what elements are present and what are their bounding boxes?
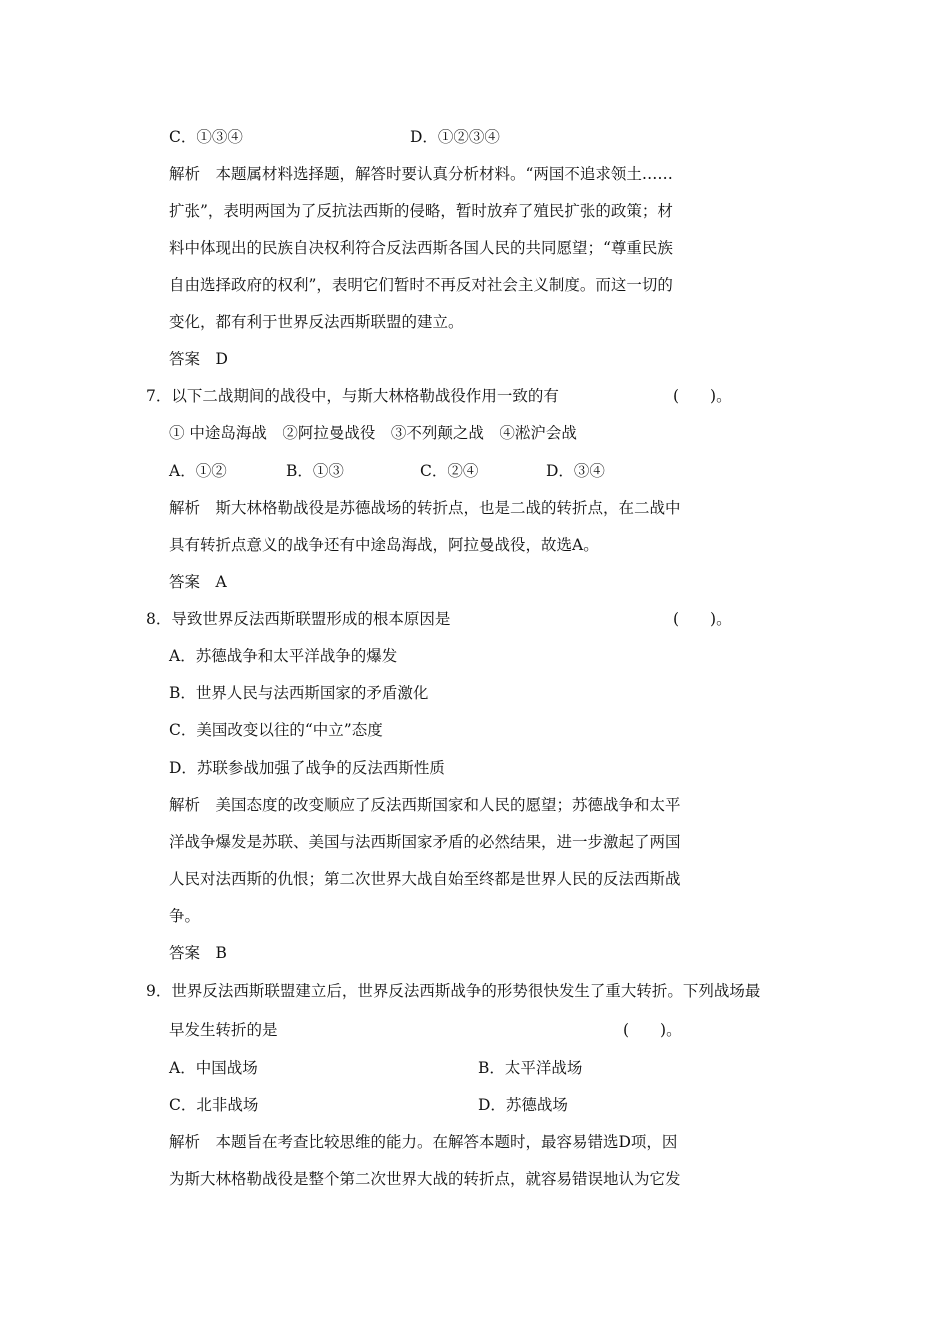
q7-analysis-line-1: 解析 斯大林格勒战役是苏德战场的转折点，也是二战的转折点，在二战中: [169, 499, 681, 517]
q8-stem: 8．导致世界反法西斯联盟形成的根本原因是: [146, 610, 451, 628]
q6-option-d: D．①②③④: [410, 128, 500, 146]
q8-analysis-line-1: 解析 美国态度的改变顺应了反法西斯国家和人民的愿望；苏德战争和太平: [169, 796, 681, 814]
q7-option-c: C．②④: [420, 462, 479, 480]
q7-items: ① 中途岛海战 ②阿拉曼战役 ③不列颠之战 ④淞沪会战: [169, 424, 577, 442]
q8-option-c: C．美国改变以往的“中立”态度: [169, 721, 383, 739]
q6-analysis-line-4: 自由选择政府的权利”，表明它们暂时不再反对社会主义制度。而这一切的: [169, 276, 673, 294]
q9-stem-line-2: 早发生转折的是: [169, 1021, 278, 1039]
q8-answer: 答案 B: [169, 944, 227, 962]
q8-option-b: B．世界人民与法西斯国家的矛盾激化: [169, 684, 429, 702]
q9-option-d: D．苏德战场: [478, 1096, 568, 1114]
q7-option-a: A．①②: [169, 462, 227, 480]
q7-answer: 答案 A: [169, 573, 227, 591]
q7-stem: 7．以下二战期间的战役中，与斯大林格勒战役作用一致的有: [146, 387, 559, 405]
q8-analysis-line-4: 争。: [169, 907, 201, 925]
q8-option-d: D．苏联参战加强了战争的反法西斯性质: [169, 759, 445, 777]
q9-analysis-line-2: 为斯大林格勒战役是整个第二次世界大战的转折点，就容易错误地认为它发: [169, 1170, 681, 1188]
q9-answer-blank: ( )。: [623, 1021, 682, 1039]
q9-option-c: C．北非战场: [169, 1096, 259, 1114]
q8-answer-blank: ( )。: [673, 610, 732, 628]
q6-analysis-line-5: 变化，都有利于世界反法西斯联盟的建立。: [169, 313, 464, 331]
q6-analysis-line-1: 解析 本题属材料选择题，解答时要认真分析材料。“两国不追求领土……: [169, 165, 673, 183]
q6-analysis-line-2: 扩张”，表明两国为了反抗法西斯的侵略，暂时放弃了殖民扩张的政策；材: [169, 202, 673, 220]
q8-analysis-line-3: 人民对法西斯的仇恨；第二次世界大战自始至终都是世界人民的反法西斯战: [169, 870, 681, 888]
q7-analysis-line-2: 具有转折点意义的战争还有中途岛海战，阿拉曼战役，故选A。: [169, 536, 599, 554]
q8-analysis-line-2: 洋战争爆发是苏联、美国与法西斯国家矛盾的必然结果，进一步激起了两国: [169, 833, 681, 851]
q9-stem-line-1: 9．世界反法西斯联盟建立后，世界反法西斯战争的形势很快发生了重大转折。下列战场最: [146, 982, 761, 1000]
q7-answer-blank: ( )。: [673, 387, 732, 405]
q9-option-b: B．太平洋战场: [478, 1059, 583, 1077]
q6-answer: 答案 D: [169, 350, 228, 368]
q7-option-b: B．①③: [286, 462, 344, 480]
q9-analysis-line-1: 解析 本题旨在考查比较思维的能力。在解答本题时，最容易错选D项，因: [169, 1133, 678, 1151]
q7-option-d: D．③④: [546, 462, 605, 480]
q9-option-a: A．中国战场: [169, 1059, 258, 1077]
q6-option-c: C．①③④: [169, 128, 243, 146]
q8-option-a: A．苏德战争和太平洋战争的爆发: [169, 647, 398, 665]
q6-analysis-line-3: 料中体现出的民族自决权利符合反法西斯各国人民的共同愿望；“尊重民族: [169, 239, 673, 257]
